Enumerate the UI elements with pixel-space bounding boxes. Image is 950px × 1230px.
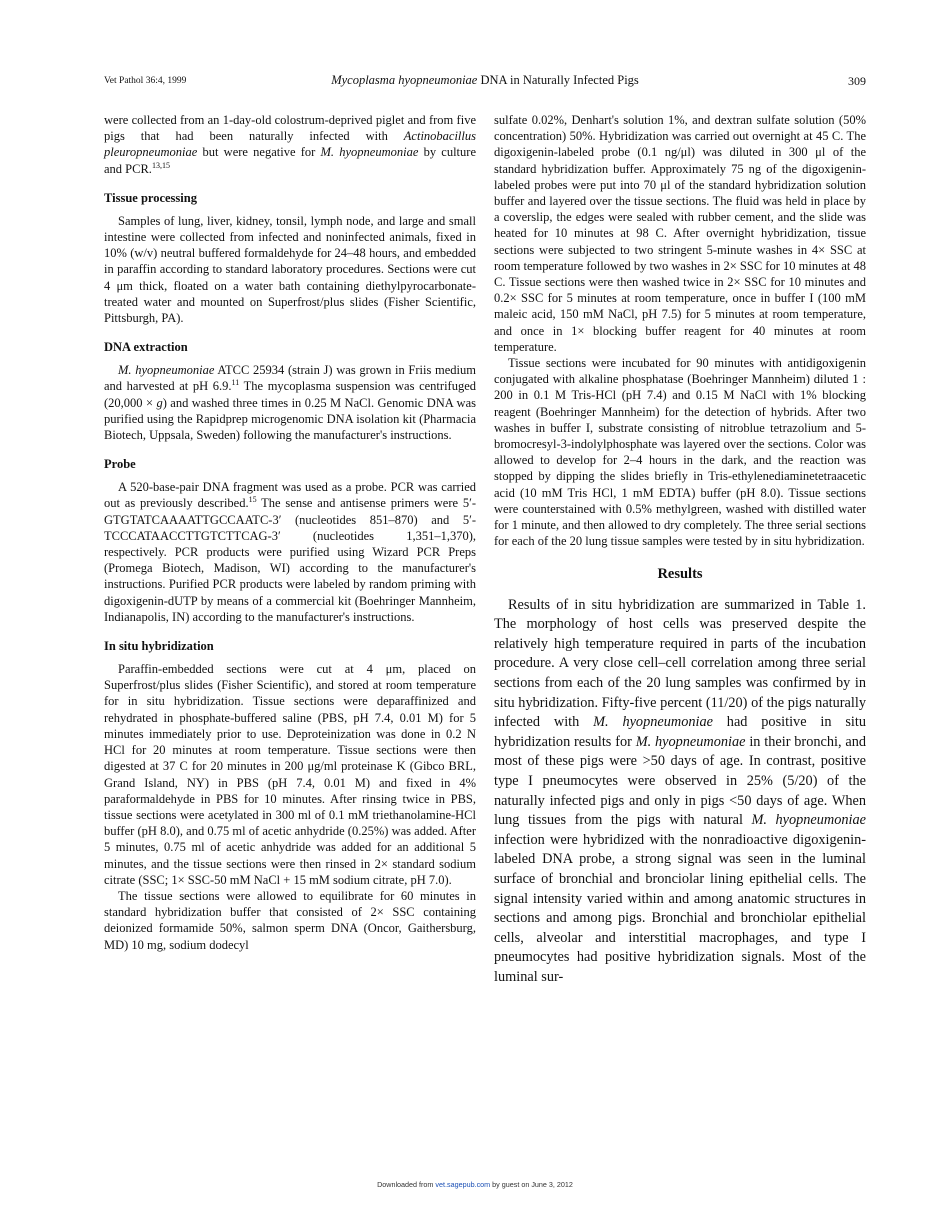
right-column (494, 112, 866, 988)
results-text-c: in their bronchi, and most of these pigs were >50 days of age. In contrast, positive type I pneumocytes were observed in 25% (5/20) of the naturally infected pigs and only in pigs <50 days of age. When lung tissues from the pigs with natural (494, 733, 866, 829)
dna-text-c: ) and washed three times in 0.25 M NaCl. Genomic DNA was purified using the Rapidprep microgenomic DNA isolation kit (Pharmacia Biotech, Uppsala, Sweden) following the manufacturer's instructions. (104, 395, 476, 443)
tissue-paragraph: Samples of lung, liver, kidney, tonsil, lymph node, and large and small intestine were collected from infected and noninfected animals, fixed in 10% (w/v) neutral buffered formaldehyde for 24–48 hours, and embedded in paraffin according to standard laboratory procedures. Sections were cut 4 μm thick, floated on a water bath containing diethylpyrocarbonate-treated water and mounted on Superfrost/plus slides (Fisher Scientific, Pittsburgh, PA). (104, 213, 476, 326)
dna-text-b: The mycoplasma suspension was centrifuged (20,000 × (104, 379, 476, 410)
heading-results: Results (657, 566, 703, 583)
footer-suffix: by guest on June 3, 2012 (490, 1180, 573, 1189)
download-footer (0, 1180, 950, 1189)
intro-ref: 13,15 (151, 160, 170, 170)
probe-paragraph (104, 479, 476, 625)
dna-ref: 11 (231, 378, 240, 388)
dna-paragraph (104, 362, 476, 443)
probe-text-a: A 520-base-pair DNA fragment was used as a probe. PCR was carried out as previously described. (104, 480, 476, 511)
left-column (104, 112, 476, 953)
intro-paragraph (104, 112, 476, 177)
running-title (104, 73, 866, 88)
dna-g: g (156, 395, 163, 410)
intro-organism: Actinobacillus pleuropneumoniae (104, 129, 476, 160)
intro-text-b: but were negative for (197, 145, 321, 160)
running-header (104, 73, 866, 91)
dna-mh: M. hyopneumoniae (118, 363, 215, 378)
insitu-paragraph: Paraffin-embedded sections were cut at 4 μm, placed on Superfrost/plus slides (Fisher Scientific), and stored at room temperature for in situ hybridization. Tissue sections were deparaffinized and rehydrated in phosphate-buffered saline (PBS, pH 7.4, 0.01 M) for 5 minutes immediately prior to use. Deproteinization was done in 0.2 N HCl for 20 minutes at room temperature. Tissue sections were then digested at 37 C for 20 minutes in 200 μg/ml proteinase K (Gibco BRL, Grand Island, NY) in PBS (pH 7.4, 0.01 M) and fixed in 4% paraformaldehyde in PBS for 10 minutes. After rinsing twice in PBS, tissue sections were acetylated in 300 ml of 0.1 mM triethanolamine-HCl buffer (pH 8.0), and 0.75 ml of acetic anhydride (0.25%) was added. After 5 minutes, 0.75 ml of acetic anhydride was added for an additional 5 minutes, and the tissue sections were then rinsed in 2× standard sodium citrate (SSC; 1× SSC-50 mM NaCl + 15 mM sodium citrate, pH 7.0). (104, 662, 476, 887)
results-text-b: had positive in situ hybridization results for (494, 714, 866, 750)
dna-text-a: ATCC 25934 (strain J) was grown in Friis medium and harvested at pH 6.9. (104, 363, 477, 394)
heading-probe: Probe (104, 457, 136, 472)
equilibrate-paragraph: The tissue sections were allowed to equilibrate for 60 minutes in standard hybridization buffer that consisted of 2× SSC containing deionized formamide 50%, salmon sperm DNA (Oncor, Gaithersburg, MD) 10 mg, sodium dodecyl (104, 888, 476, 952)
results-mh-2: M. hyopneumoniae (635, 733, 746, 750)
results-text-d: infection were hybridized with the nonradioactive digoxigenin-labeled DNA probe, a strong signal was seen in the luminal surface of bronchial and bronciolar lining epithelial cells. The signal intensity varied within and among anatomic structures in sections and among pigs. Bronchial and bronchiolar epithelial cells, alveolar and interstitial macrophages, and type I pneumocytes had positive hybridization signals. Most of the luminal sur- (494, 831, 866, 985)
results-text-a: Results of in situ hybridization are summarized in Table 1. The morphology of host cells was preserved despite the relatively high temperature required in parts of the incubation procedure. A very close cell–cell correlation among three serial sections from each of the 20 lung samples was confirmed by in situ hybridization. Fifty-five percent (11/20) of the pigs naturally infected with (494, 596, 866, 731)
probe-text-b: The sense and antisense primers were 5′-GTGTATCAAAATTGCCAATC-3′ (nucleotides 851–870) and 5′-TCCCATAACCTTGTCTTCAG-3′ (nucleotides 1,351–1,370), respectively. PCR products were purified using Wizard PCR Preps (Promega Biotech, Madison, WI) according to the manufacturer's instructions. Purified PCR products were labeled by random priming with digoxigenin-dUTP by means of a commercial kit (Boehringer Mannheim, Indianapolis, IN) according to the manufacturer's instructions. (104, 496, 476, 624)
running-title-rest: DNA in Naturally Infected Pigs (477, 73, 639, 87)
heading-tissue-processing: Tissue processing (104, 190, 197, 205)
results-paragraph (494, 596, 866, 988)
probe-ref: 15 (248, 495, 257, 505)
intro-mh: M. hyopneumoniae (320, 145, 419, 160)
heading-in-situ: In situ hybridization (104, 639, 214, 654)
page-number: 309 (848, 74, 866, 88)
intro-text-c: by culture and PCR. (104, 145, 476, 176)
incubation-paragraph: Tissue sections were incubated for 90 minutes with antidigoxigenin conjugated with alkaline phosphatase (Boehringer Mannheim) diluted 1 : 200 in 0.1 M Tris-HCl (pH 7.4) and 0.15 M NaCl with 1% blocking reagent (Boehringer Mannheim) for the detection of hybrids. After two washes in buffer I, substrate consisting of nitroblue tetrazolium and 5-bromocresyl-3-indolylphosphate was layered over the sections. Color was allowed to develop for 2–4 hours in the dark, and the reaction was stopped by dipping the slides briefly in Tris-ethylenediaminetetraacetic acid (10 mM Tris HCl, 1 mM EDTA) buffer (pH 8.0). Tissue sections were counterstained with 0.5% methylgreen, washed with distilled water for 1 minute, and then allowed to dry completely. The three serial sections for each of the 20 lung tissue samples were tested by in situ hybridization. (494, 356, 866, 549)
journal-citation: Vet Pathol 36:4, 1999 (104, 76, 187, 86)
results-mh-1: M. hyopneumoniae (593, 714, 713, 731)
footer-prefix: Downloaded from (377, 1180, 436, 1189)
footer-link[interactable]: vet.sagepub.com (435, 1180, 491, 1189)
running-title-organism: Mycoplasma hyopneumoniae (331, 73, 478, 87)
heading-dna-extraction: DNA extraction (104, 340, 188, 355)
intro-text-a: were collected from an 1-day-old colostrum-deprived piglet and from five pigs that had been naturally infected with (104, 113, 476, 144)
hybridization-continued-paragraph: sulfate 0.02%, Denhart's solution 1%, and dextran sulfate solution (50% concentration) 50%. Hybridization was carried out overnight at 45 C. The digoxigenin-labeled probe (0.1 ng/μl) was diluted in 300 μl of the standard hybridization buffer. Approximately 75 ng of the digoxigenin-labeled probes were put into 70 μl of the standard hybridization solution buffer and layered over the tissue sections. The fluid was held in place by a coverslip, the edges were sealed with rubber cement, and the slide was heated for 10 minutes at 98 C. After overnight hybridization, tissue sections were subjected to two stringent 5-minute washes in 4× SSC at room temperature followed by two washes in 2× SSC for 10 minutes at 48 C. Tissue sections were then washed twice in 2× SSC for 10 minutes and 0.2× SSC for 5 minutes at room temperature, once in buffer I (100 mM maleic acid, 150 mM NaCl, pH 7.5) for 5 minutes at room temperature, and once in 1× blocking buffer reagent for 40 minutes at room temperature. (494, 113, 866, 354)
results-mh-3: M. hyopneumoniae (751, 812, 866, 829)
